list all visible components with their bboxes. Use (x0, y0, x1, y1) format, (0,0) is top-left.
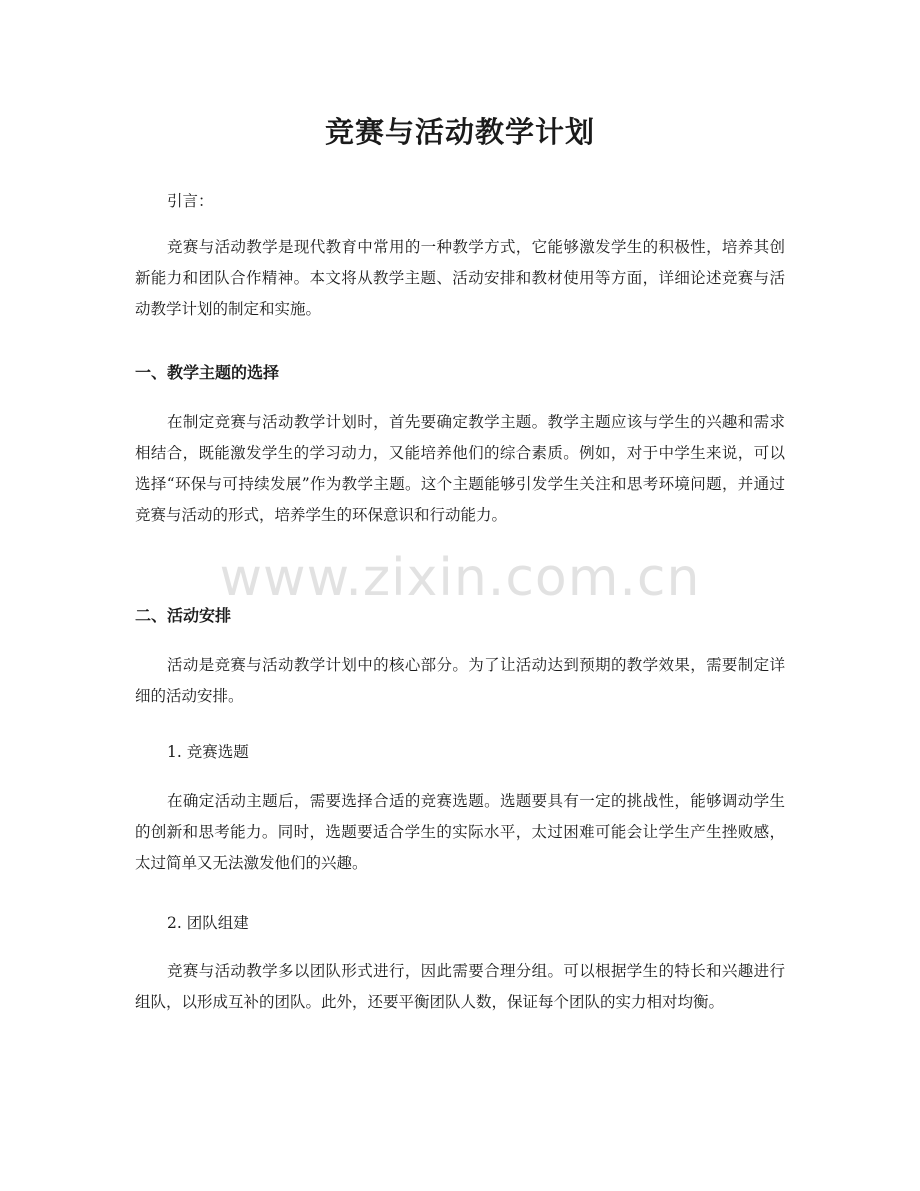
list-item-team-building: 2. 团队组建 (167, 914, 249, 932)
section-teaching-theme-paragraph: 在制定竞赛与活动教学计划时，首先要确定教学主题。教学主题应该与学生的兴趣和需求相结合，既能激发学生的学习动力，又能培养他们的综合素质。例如，对于中学生来说，可以选择“环保与可持续发展”作为教学主题。这个主题能够引发学生关注和思考环境问题，并通过竞赛与活动的形式，培养学生的环保意识和行动能力。 (135, 413, 785, 524)
competition-topic-paragraph: 在确定活动主题后，需要选择合适的竞赛选题。选题要具有一定的挑战性，能够调动学生的创新和思考能力。同时，选题要适合学生的实际水平，太过困难可能会让学生产生挫败感，太过简单又无法激发他们的兴趣。 (135, 792, 785, 872)
list-item-competition-topic: 1. 竞赛选题 (167, 743, 249, 761)
section-activity-arrangement-paragraph: 活动是竞赛与活动教学计划中的核心部分。为了让活动达到预期的教学效果，需要制定详细的活动安排。 (135, 656, 785, 705)
section-heading-activity-arrangement: 二、活动安排 (135, 606, 232, 625)
watermark: www.zixin.com.cn (219, 548, 701, 608)
team-building-paragraph: 竞赛与活动教学多以团队形式进行，因此需要合理分组。可以根据学生的特长和兴趣进行组队，以形成互补的团队。此外，还要平衡团队人数，保证每个团队的实力相对均衡。 (135, 962, 785, 1011)
page-title: 竞赛与活动教学计划 (324, 115, 595, 149)
intro-paragraph: 竞赛与活动教学是现代教育中常用的一种教学方式，它能够激发学生的积极性，培养其创新能力和团队合作精神。本文将从教学主题、活动安排和教材使用等方面，详细论述竞赛与活动教学计划的制定和实施。 (135, 238, 785, 318)
section-heading-teaching-theme: 一、教学主题的选择 (135, 363, 280, 382)
intro-label: 引言： (167, 192, 214, 210)
